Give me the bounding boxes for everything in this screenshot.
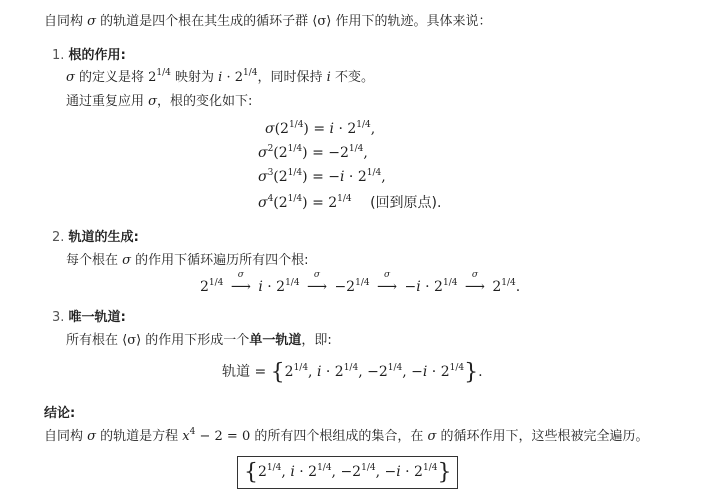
orbit-equation: 轨道 = {$2^{1/4}$, $i \cdot 2^{1/4}$, $-2^{1/4}$, $-i \cdot 2^{1/4}$}. [222,360,483,385]
sigma-symbol: σ [66,70,75,85]
group-symbol: ⟨σ⟩ [312,14,332,29]
text: 的作用下形成一个 [141,333,250,348]
equation-row: $\sigma^3(2^{1/4}) = -i \cdot 2^{1/4}$, [258,168,386,185]
section2-heading [52,226,139,245]
conclusion-text [44,425,649,444]
imaginary-unit: i [218,70,223,85]
math-base: 2 [148,70,157,85]
text: ，根的变化如下: [157,94,253,109]
orbit-label: 轨道 [222,364,250,380]
equation-row: $\sigma^4(2^{1/4}) = 2^{1/4}$ (回到原点). [258,194,442,211]
intro-text: 的轨道是四个根在其生成的循环子群 [96,14,313,29]
imaginary-unit: i [326,70,331,85]
text: 的所有四个根组成的集合，在 [250,429,428,444]
section3-heading [52,306,126,325]
cycle-chain: $2^{1/4}$ σ ⟶ $i \cdot 2^{1/4}$ σ ⟶ $-2^{1/4}$ σ ⟶ $-i \cdot 2^{1/4}$ σ ⟶ $2^{1/4}$. [200,270,521,295]
list-number: 2. [52,230,65,245]
text: 的循环作用下，这些根被完全遍历。 [436,429,649,444]
math-expr: − 2 = 0 [195,429,251,444]
back-to-origin-note: (回到原点). [370,195,442,211]
math-expr: · 2 [222,70,244,85]
intro-paragraph [44,10,491,29]
conclusion-title: 结论 [44,406,71,421]
group-symbol: ⟨σ⟩ [122,333,142,348]
section-title: 根的作用 [68,48,121,63]
intro-text: 自同构 [44,14,88,29]
list-number: 3. [52,310,65,325]
section-title: 唯一轨道 [68,310,121,325]
conclusion-heading [44,402,75,421]
sigma-symbol: σ [122,253,132,268]
arrow-right-icon: σ ⟶ [376,270,398,295]
text: ，同时保持 [257,70,327,85]
text: 映射为 [170,70,219,85]
emphasis-text: 单一轨道 [249,333,302,348]
text: 所有根在 [66,333,123,348]
sigma-symbol: σ [427,429,437,444]
arrow-right-icon: σ ⟶ [306,270,328,295]
text: 自同构 [44,429,88,444]
colon: : [133,230,139,245]
colon: : [120,310,126,325]
section-title: 轨道的生成 [68,230,134,245]
text: 的作用下循环遍历所有四个根: [131,253,309,268]
section1-heading [52,44,126,63]
sigma-symbol: σ [87,14,97,29]
section2-line [66,249,309,268]
sigma-symbol: σ [87,429,97,444]
equation-row: $\sigma^2(2^{1/4}) = -2^{1/4}$, [258,144,368,161]
section3-line [66,329,332,348]
intro-text: 作用下的轨迹。具体来说： [331,14,492,29]
arrow-right-icon: σ ⟶ [464,270,485,295]
text: 的定义是将 [74,70,149,85]
equation-row: $\sigma(2^{1/4}) = i \cdot 2^{1/4}$, [265,120,376,137]
sigma-symbol: σ [148,94,158,109]
text: 通过重复应用 [66,94,149,109]
text: ，即: [301,333,332,348]
arrow-right-icon: σ ⟶ [230,270,251,295]
section1-line1 [66,66,374,85]
math-exponent: 1/4 [243,68,258,78]
section1-line2 [66,90,252,109]
text: 不变。 [330,70,374,85]
colon: : [120,48,126,63]
list-number: 1. [52,48,65,63]
math-variable: x [182,429,190,444]
colon: : [70,406,76,421]
text: 每个根在 [66,253,123,268]
math-exponent: 4 [189,427,196,437]
boxed-answer: {$2^{1/4}$, $i \cdot 2^{1/4}$, $-2^{1/4}$, $-i \cdot 2^{1/4}$} [237,456,458,489]
math-exponent: 1/4 [156,68,171,78]
text: 的轨道是方程 [96,429,183,444]
